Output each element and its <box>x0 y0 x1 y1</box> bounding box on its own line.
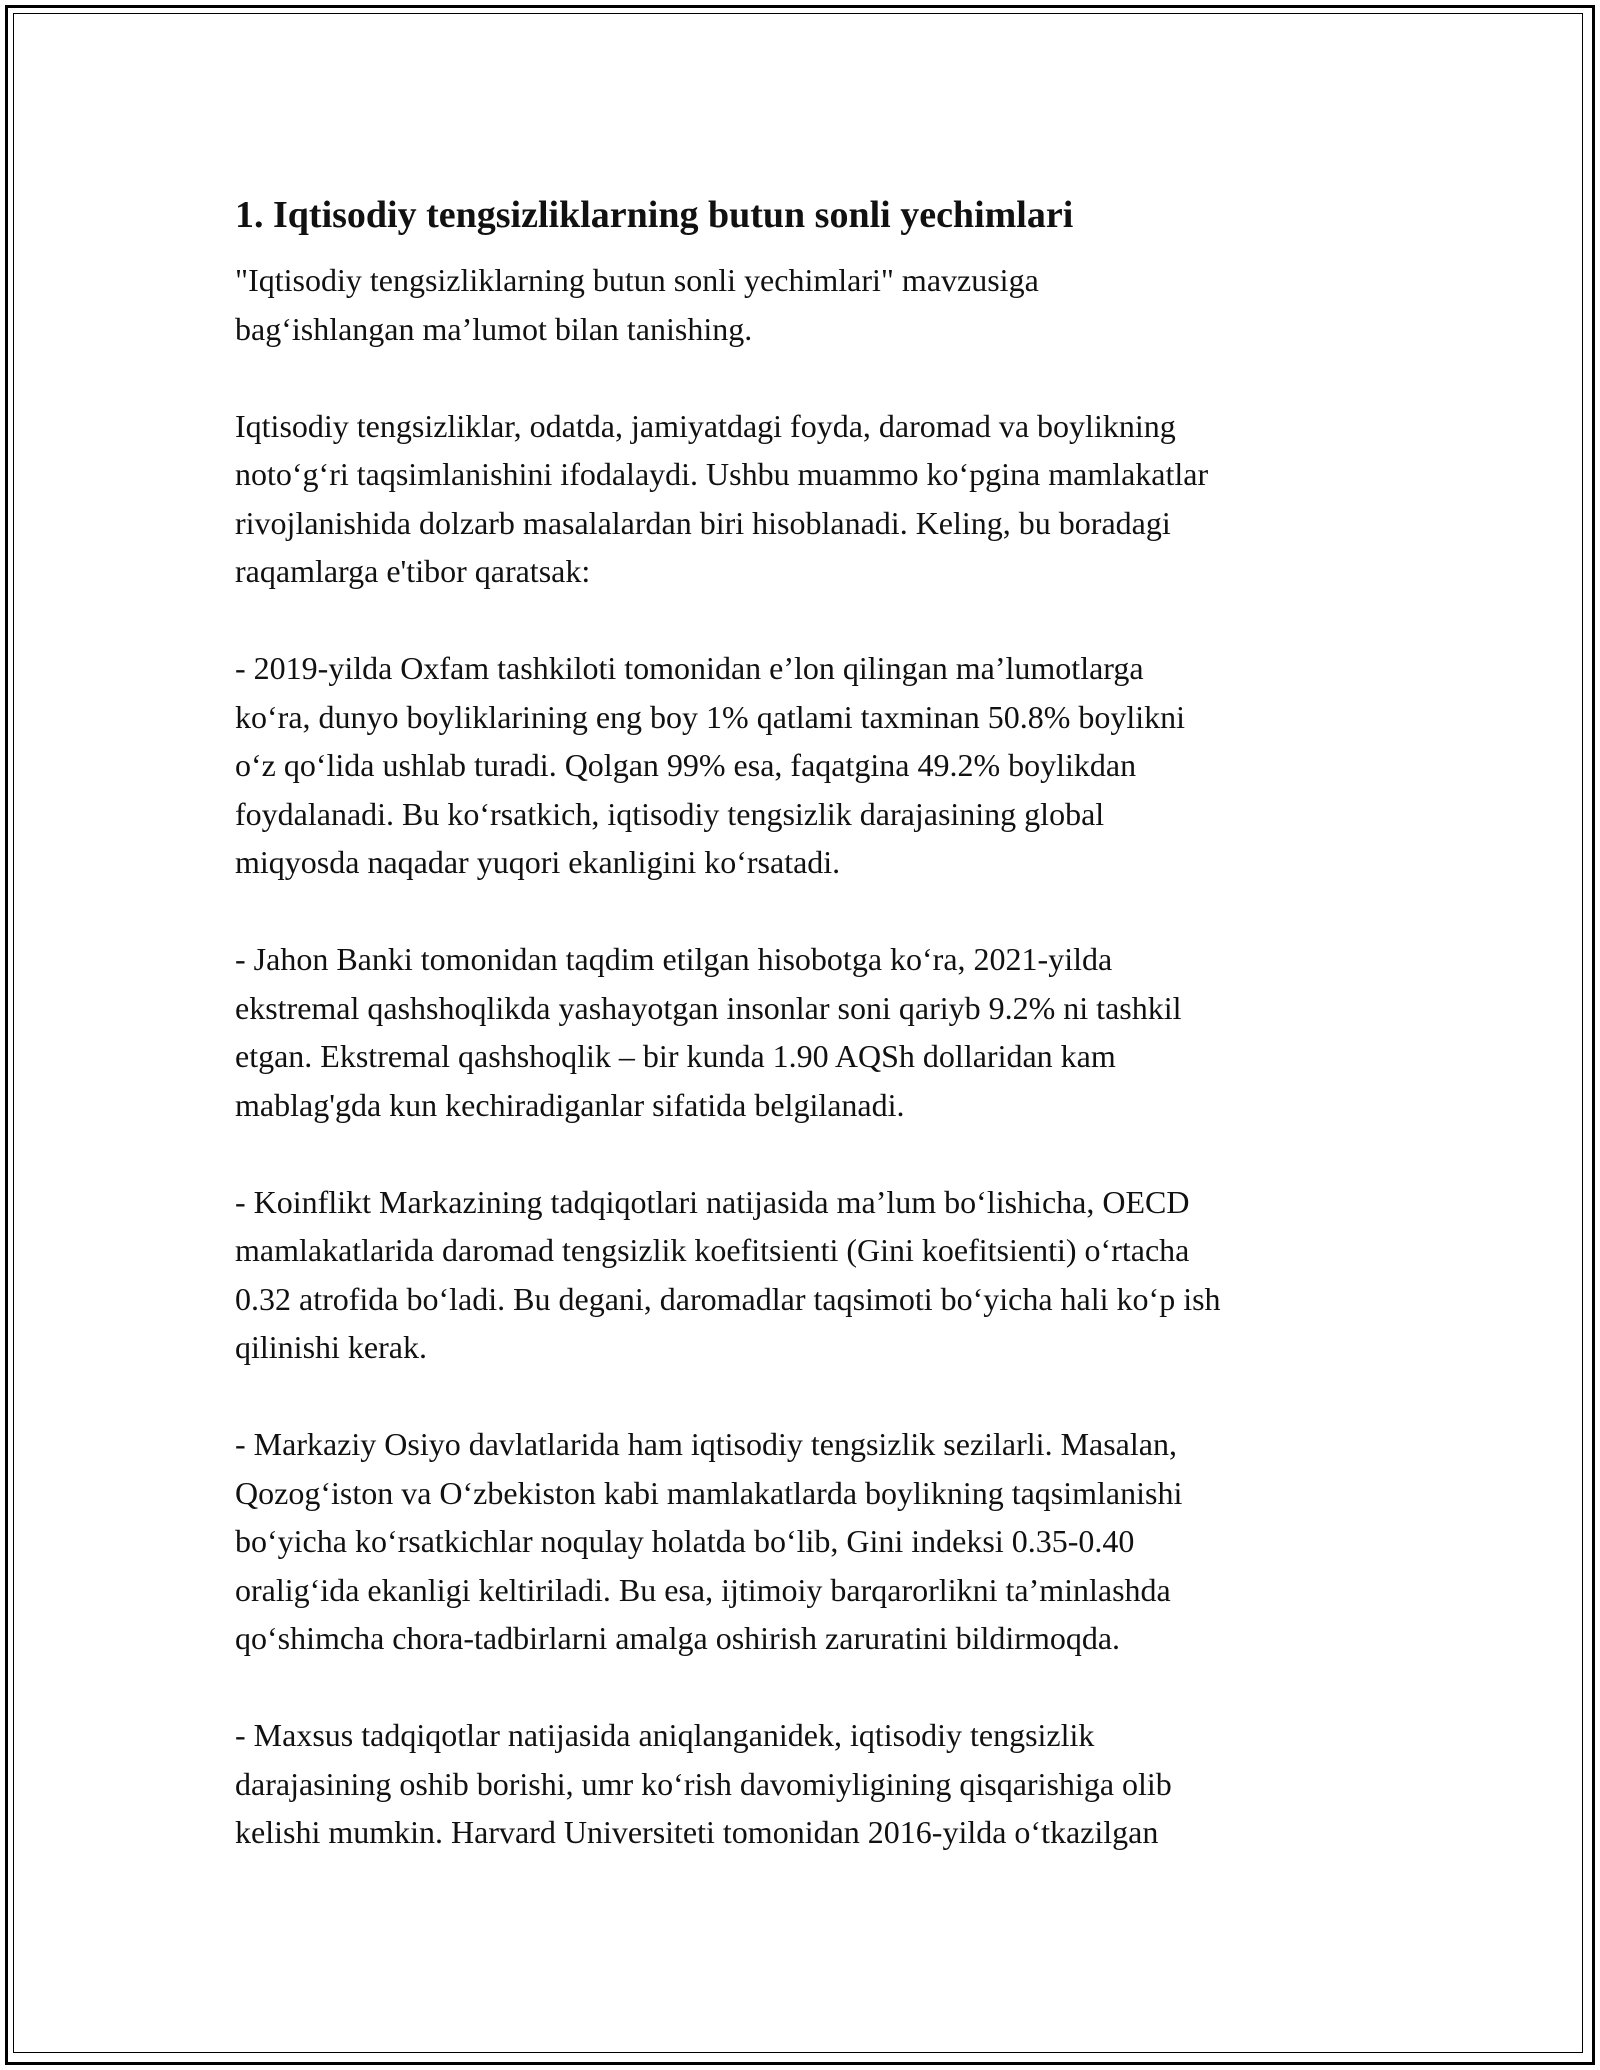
text-line: - Markaziy Osiyo davlatlarida ham iqtisodiy tengsizlik sezilarli. Masalan, <box>235 1426 1177 1462</box>
text-line: Qozog‘iston va O‘zbekiston kabi mamlakatlarda boylikning taqsimlanishi <box>235 1474 1183 1511</box>
text-line: - Jahon Banki tomonidan taqdim etilgan hisobotga ko‘ra, 2021-yilda <box>235 941 1113 977</box>
paragraph-central-asia <box>235 1420 1375 1663</box>
paragraph-oxfam <box>235 644 1375 887</box>
text-line: oralig‘ida ekanligi keltiriladi. Bu esa, ijtimoiy barqarorlikni ta’minlashda <box>235 1571 1171 1608</box>
paragraph-world-bank <box>235 935 1375 1129</box>
text-line: qo‘shimcha chora-tadbirlarni amalga oshirish zaruratini bildirmoqda. <box>235 1620 1121 1656</box>
text-line: - Maxsus tadqiqotlar natijasida aniqlanganidek, iqtisodiy tengsizlik <box>235 1717 1095 1753</box>
paragraph-research <box>235 1711 1375 1857</box>
text-line: kelishi mumkin. Harvard Universiteti tomonidan 2016-yilda o‘tkazilgan <box>235 1814 1159 1850</box>
text-line: rivojlanishida dolzarb masalalardan biri hisoblanadi. Keling, bu boradagi <box>235 504 1171 541</box>
text-line: ekstremal qashshoqlikda yashayotgan insonlar soni qariyb 9.2% ni tashkil <box>235 989 1182 1026</box>
text-line: "Iqtisodiy tengsizliklarning butun sonli yechimlari" mavzusiga <box>235 262 1039 298</box>
document-title: 1. Iqtisodiy tengsizliklarning butun sonli yechimlari <box>235 194 1074 236</box>
text-line: qilinishi kerak. <box>235 1329 427 1365</box>
text-line: o‘z qo‘lida ushlab turadi. Qolgan 99% esa, faqatgina 49.2% boylikdan <box>235 747 1137 783</box>
text-line: darajasining oshib borishi, umr ko‘rish davomiyligining qisqarishiga olib <box>235 1765 1172 1802</box>
text-line: bag‘ishlangan ma’lumot bilan tanishing. <box>235 310 753 347</box>
paragraph-oecd <box>235 1178 1375 1372</box>
text-line: foydalanadi. Bu ko‘rsatkich, iqtisodiy tengsizlik darajasining global <box>235 795 1105 832</box>
text-line: etgan. Ekstremal qashshoqlik – bir kunda 1.90 AQSh dollaridan kam <box>235 1038 1116 1074</box>
text-line: miqyosda naqadar yuqori ekanligini ko‘rsatadi. <box>235 844 841 880</box>
text-line: mablag'gda kun kechiradiganlar sifatida belgilanadi. <box>235 1086 905 1123</box>
text-line: 0.32 atrofida bo‘ladi. Bu degani, daromadlar taqsimoti bo‘yicha hali ko‘p ish <box>235 1280 1221 1317</box>
paragraph-overview <box>235 402 1375 596</box>
text-line: mamlakatlarida daromad tengsizlik koefitsienti (Gini koefitsienti) o‘rtacha <box>235 1232 1190 1268</box>
text-line: bo‘yicha ko‘rsatkichlar noqulay holatda bo‘lib, Gini indeksi 0.35-0.40 <box>235 1523 1135 1559</box>
text-line: - Koinflikt Markazining tadqiqotlari natijasida ma’lum bo‘lishicha, OECD <box>235 1183 1190 1220</box>
intro-paragraph <box>235 256 1375 353</box>
text-line: noto‘g‘ri taqsimlanishini ifodalaydi. Ushbu muammo ko‘pgina mamlakatlar <box>235 456 1209 492</box>
text-line: Iqtisodiy tengsizliklar, odatda, jamiyatdagi foyda, daromad va boylikning <box>235 407 1176 444</box>
text-line: ko‘ra, dunyo boyliklarining eng boy 1% qatlami taxminan 50.8% boylikni <box>235 698 1186 735</box>
text-line: - 2019-yilda Oxfam tashkiloti tomonidan e’lon qilingan ma’lumotlarga <box>235 650 1144 686</box>
document-body <box>235 188 1375 1905</box>
text-line: raqamlarga e'tibor qaratsak: <box>235 553 591 589</box>
